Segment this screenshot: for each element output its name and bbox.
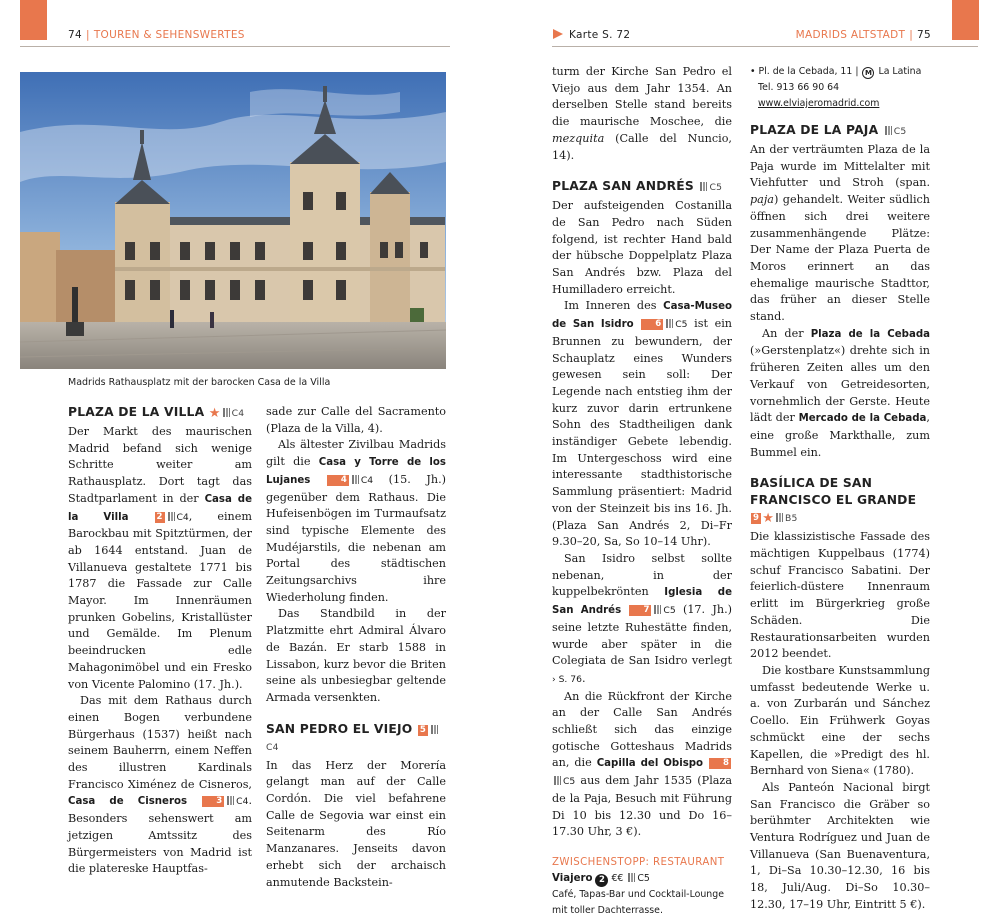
text-column-1 <box>68 404 252 878</box>
text-column-2 <box>266 404 446 891</box>
photo-plaza-de-la-villa <box>20 72 446 369</box>
map-icon <box>223 408 230 417</box>
text-column-3 <box>552 64 732 919</box>
poi-badge: 8 <box>709 758 731 769</box>
map-icon <box>885 126 892 135</box>
heading-plaza-de-la-villa: PLAZA DE LA VILLA ★ C4 <box>68 405 245 421</box>
map-icon <box>700 182 707 191</box>
paragraph: Das Standbild in der Platzmitte ehrt Admiral Álvaro de Bazán. Er starb 1588 in Lissabon, kurz bevor die Briten seine als unbesiegbar geltende Armada versenkten. <box>266 607 446 704</box>
paragraph: An der Plaza de la Cebada (»Gerstenplatz«) drehte sich in früheren Zeiten alles um den Verkauf von Getreidesorten, vornehmlich der Gerste. Heute lädt der Mercado de la Cebada, eine große Markthalle, zum Bummel ein. <box>750 326 930 459</box>
paragraph: Als Panteón Nacional birgt San Francisco die Gräber so berühmter Architekten wie Ventura Rodríguez und Juan de Villanueva (San Buenaventura, 1, Di–Sa 10.30–12.30, 16 bis 18, Juli/Aug. Di–So 10.30–12.30, 17–19 Uhr, Eintritt 5 €). <box>750 780 930 911</box>
page-reference-link[interactable]: › S. 76 <box>552 673 582 685</box>
poi-badge: 5 <box>419 724 427 735</box>
heading-san-pedro-el-viejo: SAN PEDRO EL VIEJO 5C4 <box>266 721 446 756</box>
price-category-icon: 2 <box>595 874 608 887</box>
poi-badge: 2 <box>156 511 163 522</box>
map-icon <box>776 513 783 522</box>
map-arrow-icon <box>553 29 563 39</box>
paragraph: Die kostbare Kunstsammlung umfasst bedeutende Werke u. a. von Zurbarán und Sánchez Coello. Ein Frühwerk Goyas schmückt eine der sechs Kapellen, die »Predigt des hl. Bernhard von Siena« (1780). <box>750 663 930 778</box>
section-title-left: TOUREN & SEHENSWERTES <box>93 29 245 41</box>
paragraph: An die Rückfront der Kirche an der Calle San Andrés schließt sich das einzige gotische Gotteshaus Madrids an, die Capilla del Obispo 8C5 aus dem Jahr 1535 (Plaza de la Paja, Besuch mit Führung Di 10 bis 12.30 und Do 16–17.30 Uhr, 3 €). <box>552 689 732 839</box>
map-icon <box>554 776 561 785</box>
map-icon <box>431 725 438 734</box>
paragraph: An der verträumten Plaza de la Paja wurde im Mittelalter mit Viehfutter und Stroh (span. paja) gehandelt. Weiter südlich öffnen sich drei weitere zusammenhängende Plätze: Der Name der Plaza Puerta de Moros erinnert an das ehemalige maurische Stadttor, das früher an dieser Stelle stand. <box>750 143 930 324</box>
paragraph: Die klassizistische Fassade des mächtigen Kuppelbaus (1774) schuf Francisco Sabatini. Der feierlich-düstere Innenraum erlitt im Bürgerkrieg große Schäden. Die Restaurationsarbeiten wurden 2012 beendet. <box>750 530 930 661</box>
page-number-left: 74 <box>68 29 82 41</box>
heading-basilica-san-francisco: BASÍLICA DE SAN FRANCISCO EL GRANDE 9 ★ B5 <box>750 476 917 527</box>
paragraph: Als ältester Zivilbau Madrids gilt die Casa y Torre de los Lujanes 4 C4 (15. Jh.) gegenüber dem Rathaus. Die Hufeisenbögen im Turmaufsatz sind typische Elemente des Mudéjarstils, die nebenan am Portal des städtischen Zeitungsarchivs ihre Wiederholung finden. <box>266 438 446 604</box>
website-link[interactable]: www.elviajeromadrid.com <box>758 98 880 109</box>
poi-badge: 9 <box>753 513 760 524</box>
address-line: • Pl. de la Cebada, 11 | M La Latina <box>750 66 922 77</box>
paragraph: Der aufsteigenden Costanilla de San Pedro nach Süden folgend, ist rechter Hand bald der hübsche Doppelplatz Plaza San Andrés bzw. Plaza del Humilladero erreicht. <box>552 199 732 296</box>
paragraph: Im Inneren des Casa-Museo de San Isidro 6 C5 ist ein Brunnen zu bewundern, der Schauplatz eines Wunders gewesen sein soll: Der Legende nach entstieg ihm der kurz zuvor darin ertrunkene Sohn des Stadtheiligen dank inständiger Gebete lebendig. Im Untergeschoss wird eine interessante stadthistorische Sammlung präsentiert: Madrid von der Steinzeit bis ins 16. Jh. (Plaza San Andrés 2, Di–Fr 9.30–20, Sa, So 10–14 Uhr). <box>552 299 732 549</box>
paragraph: sade zur Calle del Sacramento (Plaza de la Villa, 4). <box>266 405 446 435</box>
metro-icon: M <box>862 67 874 79</box>
paragraph: Der Markt des maurischen Madrid befand sich wenige Schritte weiter am Rathausplatz. Dort tagt das Stadtparlament in der Casa de la Villa 2 C4, einem Barockbau mit Spitztürmen, der ab 1644 entstand. Juan de Villanueva gestaltete 1771 bis 1787 die Fassade zur Calle Mayor. Im Innenräumen prunken Gobelins, Kristallüster und Gemälde. Im Plenum beeindrucken edle Mahagonimöbel und ein Fresko von Vicente Palomino (17. Jh.). <box>68 425 252 691</box>
paragraph: In das Herz der Morería gelangt man auf der Calle Cordón. Die viel befahrene Calle de Segovia war einst ein Seitenarm des Río Manzanares. Jenseits davon erhebt sich der archaisch anmutende Backstein- <box>266 758 446 889</box>
star-icon: ★ <box>208 406 221 421</box>
map-icon <box>654 605 661 614</box>
header-rule-right <box>552 46 978 47</box>
section-title-right: MADRIDS ALTSTADT <box>795 29 906 41</box>
poi-badge: 7 <box>629 605 651 616</box>
heading-plaza-de-la-paja: PLAZA DE LA PAJA C5 <box>750 123 907 137</box>
text-column-4 <box>750 64 930 914</box>
restaurant-description: Café, Tapas-Bar und Cocktail-Lounge mit toller Dachterrasse. <box>552 888 724 916</box>
subheading-zwischenstopp: ZWISCHENSTOPP: RESTAURANT <box>552 856 725 868</box>
map-icon <box>666 319 673 328</box>
photo-caption: Madrids Rathausplatz mit der barocken Casa de la Villa <box>68 377 331 388</box>
running-head-left: 74 | TOUREN & SEHENSWERTES <box>68 29 245 41</box>
page-tab-right <box>952 0 979 40</box>
poi-badge: 3 <box>202 796 224 807</box>
star-icon: ★ <box>762 511 775 527</box>
map-icon <box>168 512 175 521</box>
poi-badge: 6 <box>641 319 663 330</box>
page-tab-left <box>20 0 47 40</box>
map-icon <box>352 475 359 484</box>
paragraph: San Isidro selbst sollte nebenan, in der kuppelbekrönten Iglesia de San Andrés 7 C5 (17. Jh.) seine letzte Ruhestätte finden, wurde aber später in die Colegiata de San Isidro verlegt › S. 76. <box>552 551 732 685</box>
paragraph: turm der Kirche San Pedro el Viejo aus dem Jahr 1354. An derselben Stelle stand bereits die maurische Moschee, die mezquita (Calle del Nuncio, 14). <box>552 65 732 162</box>
phone-line: Tel. 913 66 90 64 <box>758 82 840 93</box>
restaurant-line: Viajero 2 €€ C5 <box>552 872 650 885</box>
paragraph: Das mit dem Rathaus durch einen Bogen verbundene Bürgerhaus (1537) heißt nach seinem Bauherrn, einem Neffen des illustren Kardinals Francisco Ximénez de Cisneros, Casa de Cisneros 3 C4. Besonders sehenswert am jetzigen Amtssitz des Bürgermeisters von Madrid ist die platereske Hauptfas- <box>68 694 252 876</box>
map-icon <box>227 796 234 805</box>
map-reference-link[interactable]: Karte S. 72 <box>569 29 631 41</box>
running-head-right: Karte S. 72 MADRIDS ALTSTADT | 75 <box>553 29 931 41</box>
heading-plaza-san-andres: PLAZA SAN ANDRÉS C5 <box>552 179 723 194</box>
header-rule-left <box>20 46 450 47</box>
page-number-right: 75 <box>917 29 931 41</box>
poi-badge: 4 <box>327 475 349 486</box>
map-icon <box>628 873 635 882</box>
